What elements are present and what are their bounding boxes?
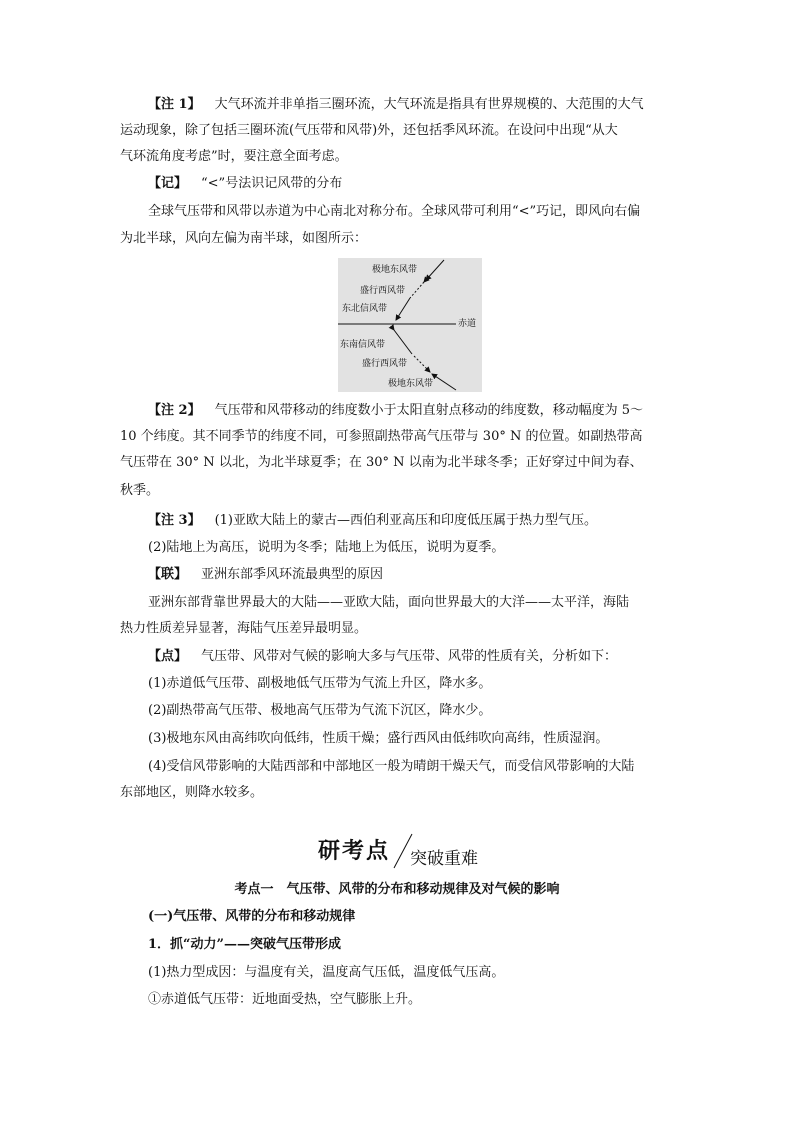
link-title: 亚洲东部季风环流最典型的原因 — [201, 567, 384, 582]
remember-tag: 【记】 — [148, 176, 188, 191]
section-sub3: (1)热力型成因：与温度有关，温度高气压低，温度低气压高。 — [148, 965, 505, 980]
westerly-south-arrow — [414, 356, 430, 372]
section-banner — [318, 832, 518, 872]
link-line2: 热力性质差异显著，海陆气压差异最明显。 — [120, 621, 368, 636]
wind-belt-figure — [338, 258, 482, 392]
point-title: 气压带、风带对气候的影响大多与气压带、风带的性质有关，分析如下： — [201, 649, 618, 664]
note1-tag: 【注 1】 — [148, 97, 201, 112]
link-line1: 亚洲东部背靠世界最大的大陆——亚欧大陆，面向世界最大的大洋——太平洋，海陆 — [148, 595, 630, 610]
point-item1: (1)赤道低气压带、副极地低气压带为气流上升区，降水多。 — [148, 676, 492, 691]
remember-heading — [148, 173, 708, 195]
label-polar-east-south: 极地东风带 — [388, 379, 434, 389]
ne-trade-arrow — [396, 298, 410, 320]
note2-line1 — [148, 400, 708, 422]
section-sub1: (一)气压带、风带的分布和移动规律 — [148, 909, 356, 924]
westerly-north-arrow — [410, 282, 424, 298]
section-sub2: 1．抓“动力”——突破气压带形成 — [148, 937, 342, 952]
label-westerly-south: 盛行西风带 — [362, 359, 408, 369]
note1-line1 — [148, 94, 708, 116]
se-trade-arrow — [394, 330, 412, 354]
banner-main-title: 研考点 — [318, 839, 391, 864]
label-se-trade: 东南信风带 — [340, 340, 386, 350]
point-item4a: (4)受信风带影响的大陆西部和中部地区一般为晴朗干燥天气，而受信风带影响的大陆 — [148, 759, 635, 774]
polar-east-south-arrow — [432, 374, 456, 390]
point-item3: (3)极地东风由高纬吹向低纬，性质干燥；盛行西风由低纬吹向高纬，性质湿润。 — [148, 731, 609, 746]
note3-text1: (1)亚欧大陆上的蒙古—西伯利亚高压和印度低压属于热力型气压。 — [214, 513, 597, 528]
point-item4b: 东部地区，则降水较多。 — [120, 785, 264, 800]
remember-line2: 为北半球，风向左偏为南半球，如图所示： — [120, 231, 368, 246]
section-title: 考点一 气压带、风带的分布和移动规律及对气候的影响 — [234, 882, 560, 897]
label-equator: 赤道 — [458, 319, 477, 329]
label-westerly-north: 盛行西风带 — [360, 286, 406, 296]
note2-line2: 10 个纬度。其不同季节的纬度不同，可参照副热带高气压带与 30° N 的位置。如副热带高 — [120, 429, 643, 444]
note3-line2: (2)陆地上为高压，说明为冬季；陆地上为低压，说明为夏季。 — [148, 540, 505, 555]
link-heading — [148, 564, 708, 586]
point-tag: 【点】 — [148, 649, 188, 664]
point-heading — [148, 646, 708, 668]
point-item2: (2)副热带高气压带、极地高气压带为气流下沉区，降水少。 — [148, 703, 492, 718]
note2-line4: 秋季。 — [120, 483, 160, 498]
note2-tag: 【注 2】 — [148, 403, 201, 418]
label-polar-east-north: 极地东风带 — [372, 265, 418, 275]
remember-title: “<”号法识记风带的分布 — [201, 176, 343, 191]
note1-text1: 大气环流并非单指三圈环流，大气环流是指具有世界规模的、大范围的大气 — [214, 97, 644, 112]
section-sub4: ①赤道低气压带：近地面受热，空气膨胀上升。 — [148, 992, 422, 1007]
note1-line2: 运动现象，除了包括三圈环流(气压带和风带)外，还包括季风环流。在设问中出现“从大 — [120, 123, 618, 138]
banner-subtitle: 突破重难 — [410, 849, 478, 869]
link-tag: 【联】 — [148, 567, 188, 582]
note3-line1 — [148, 510, 708, 532]
note2-text1: 气压带和风带移动的纬度数小于太阳直射点移动的纬度数，移动幅度为 5～ — [214, 403, 643, 418]
note2-line3: 气压带在 30° N 以北，为北半球夏季；在 30° N 以南为北半球冬季；正好穿过中间为春、 — [120, 455, 643, 470]
note1-line3: 气环流角度考虑”时，要注意全面考虑。 — [120, 149, 348, 164]
polar-east-north-arrow — [426, 260, 444, 280]
label-ne-trade: 东北信风带 — [342, 304, 388, 314]
note3-tag: 【注 3】 — [148, 513, 201, 528]
remember-line1: 全球气压带和风带以赤道为中心南北对称分布。全球风带可利用“<”巧记，即风向右偏 — [148, 204, 641, 219]
